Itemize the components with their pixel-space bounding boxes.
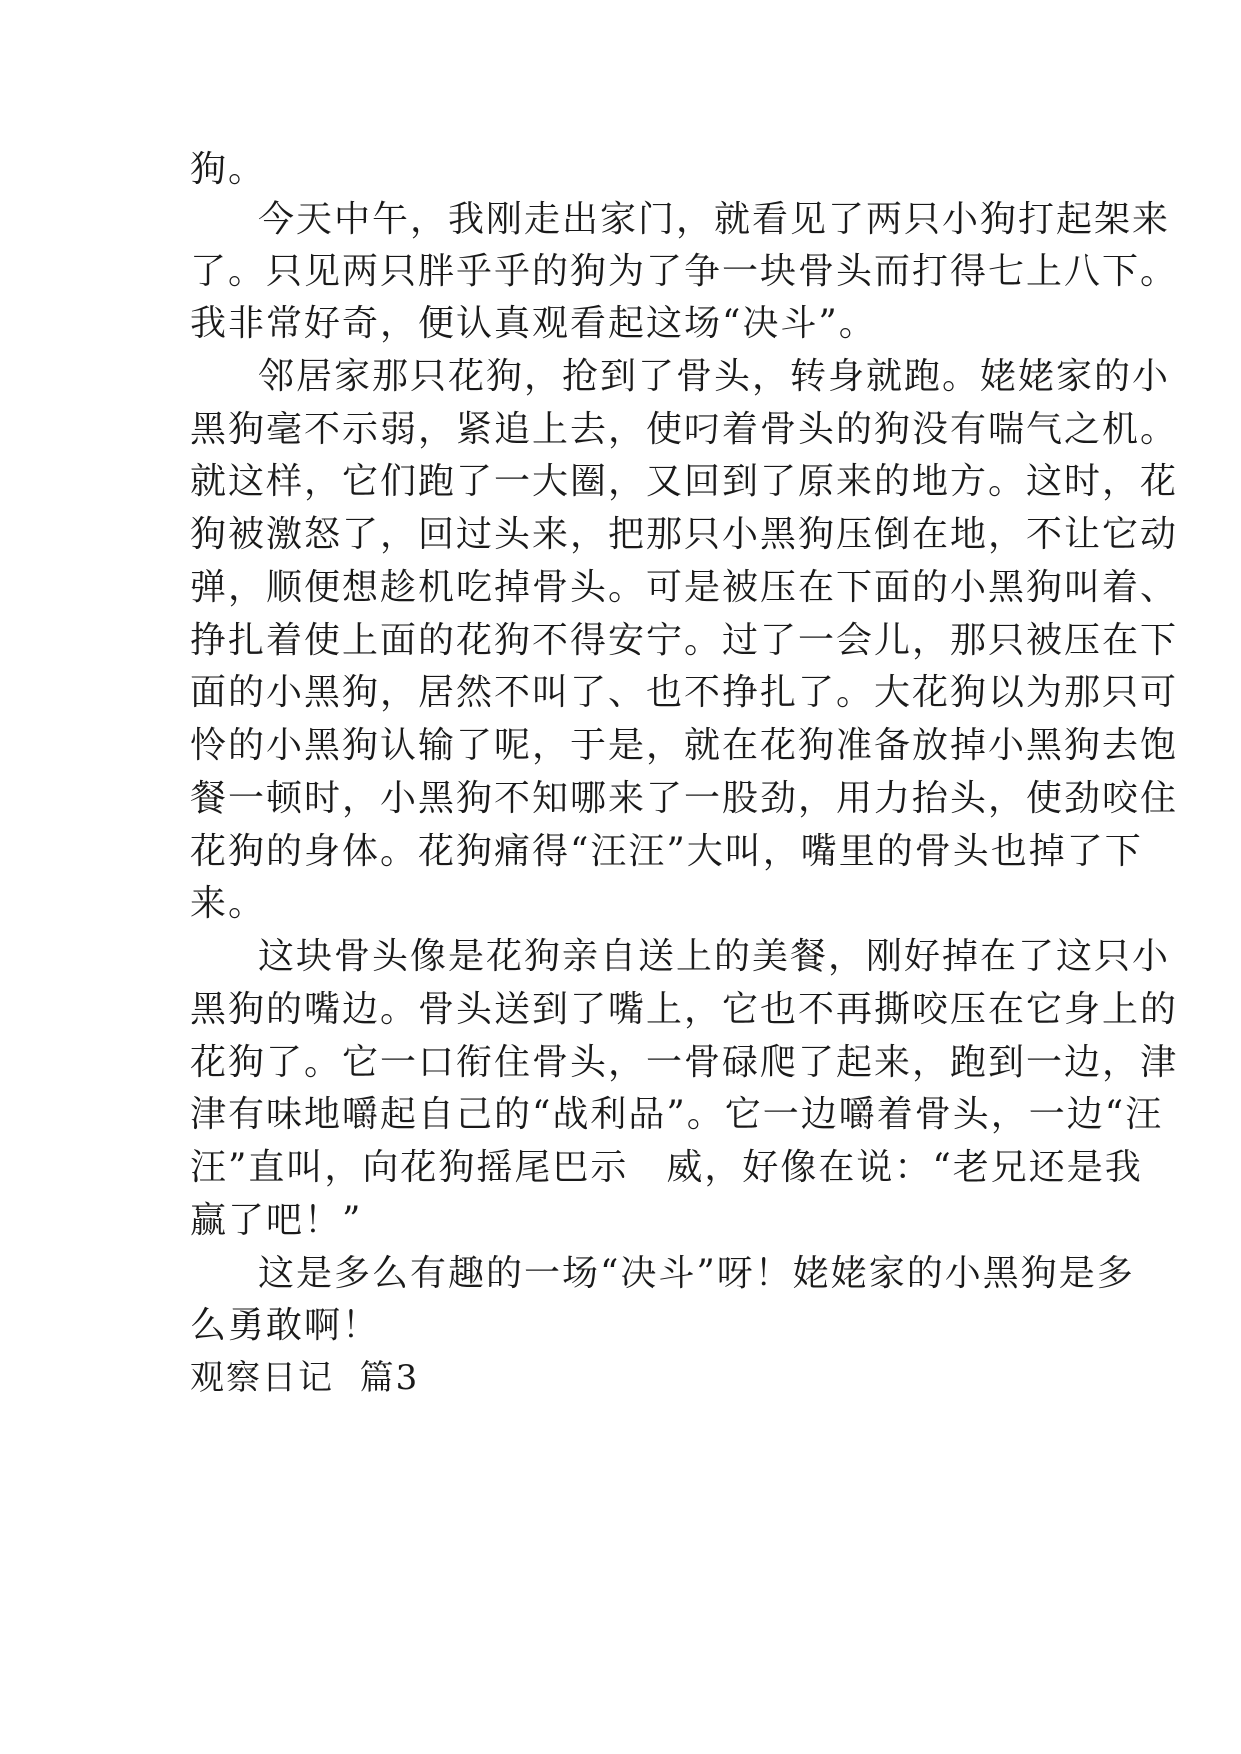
- section-heading: 观察日记 篇3: [190, 1358, 420, 1398]
- text-line: 津有味地嚼起自己的“战利品”。它一边嚼着骨头，一边“汪: [190, 1094, 1164, 1135]
- text-line: 汪”直叫，向花狗摇尾巴示 威，好像在说：“老兄还是我: [190, 1147, 1143, 1188]
- text-line: 餐一顿时，小黑狗不知哪来了一股劲，用力抬头，使劲咬住: [190, 778, 1179, 819]
- text-line: 怜的小黑狗认输了呢，于是，就在花狗准备放掉小黑狗去饱: [190, 725, 1179, 766]
- paragraph-line: 这块骨头像是花狗亲自送上的美餐，刚好掉在了这只小: [258, 936, 1171, 977]
- text-line: 狗。: [190, 149, 267, 190]
- text-line: 面的小黑狗，居然不叫了、也不挣扎了。大花狗以为那只可: [190, 672, 1179, 713]
- text-line: 花狗的身体。花狗痛得“汪汪”大叫，嘴里的骨头也掉了下: [190, 831, 1143, 872]
- text-line: 就这样，它们跑了一大圈，又回到了原来的地方。这时，花: [190, 461, 1179, 502]
- text-line: 么勇敢啊！: [190, 1305, 381, 1346]
- paragraph-line: 这是多么有趣的一场“决斗”呀！姥姥家的小黑狗是多: [258, 1253, 1135, 1294]
- text-line: 狗被激怒了，回过头来，把那只小黑狗压倒在地，不让它动: [190, 514, 1179, 555]
- text-line: 了。只见两只胖乎乎的狗为了争一块骨头而打得七上八下。: [190, 251, 1179, 292]
- paragraph-line: 今天中午，我刚走出家门，就看见了两只小狗打起架来: [258, 199, 1171, 240]
- text-line: 弹，顺便想趁机吃掉骨头。可是被压在下面的小黑狗叫着、: [190, 567, 1179, 608]
- paragraph-line: 邻居家那只花狗，抢到了骨头，转身就跑。姥姥家的小: [258, 356, 1171, 397]
- text-line: 花狗了。它一口衔住骨头，一骨碌爬了起来，跑到一边，津: [190, 1042, 1179, 1083]
- text-line: 来。: [190, 883, 267, 924]
- text-line: 赢了吧！”: [190, 1200, 363, 1241]
- text-line: 黑狗的嘴边。骨头送到了嘴上，它也不再撕咬压在它身上的: [190, 989, 1179, 1030]
- text-line: 黑狗毫不示弱，紧追上去，使叼着骨头的狗没有喘气之机。: [190, 409, 1179, 450]
- text-line: 挣扎着使上面的花狗不得安宁。过了一会儿，那只被压在下: [190, 620, 1179, 661]
- text-line: 我非常好奇，便认真观看起这场“决斗”。: [190, 303, 877, 344]
